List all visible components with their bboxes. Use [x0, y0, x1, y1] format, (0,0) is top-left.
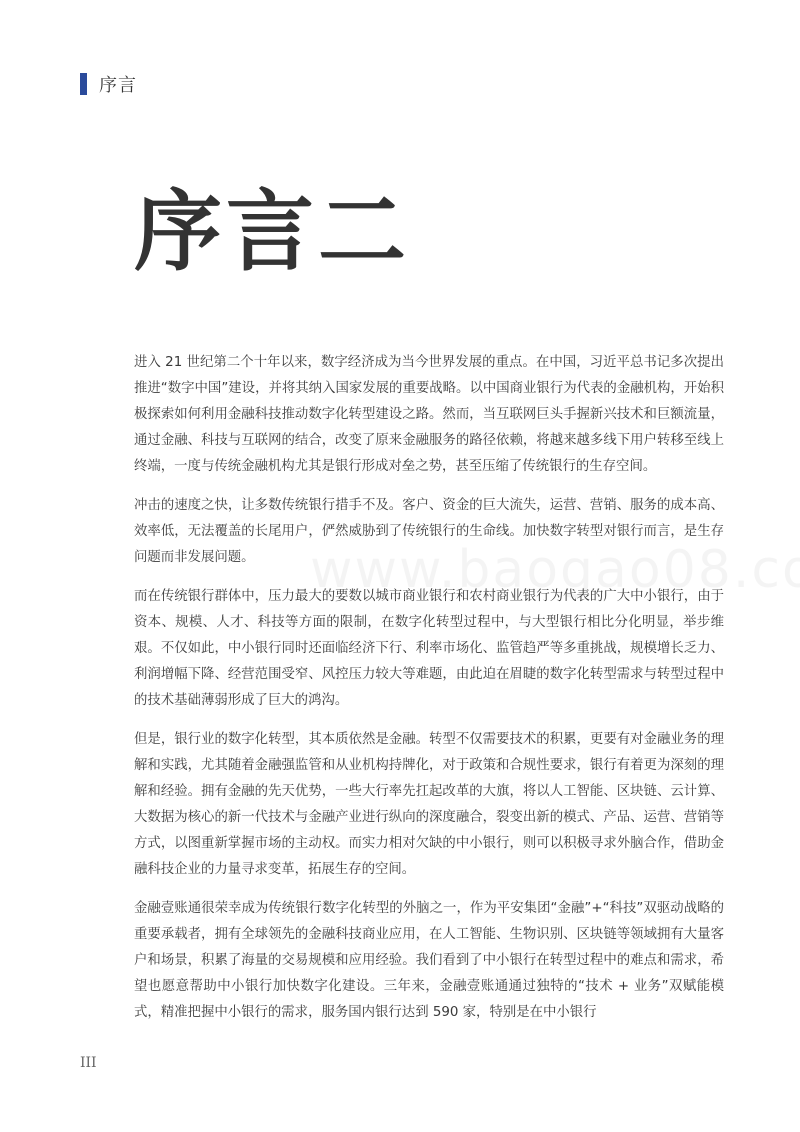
paragraph-5: 金融壹账通很荣幸成为传统银行数字化转型的外脑之一，作为平安集团“金融”+“科技”双驱动战略的重要承载者，拥有全球领先的金融科技商业应用，在人工智能、生物识别、区块链等领域拥有大量客户和场景，积累了海量的交易规模和应用经验。我们看到了中小银行在转型过程中的难点和需求，希望也愿意帮助中小银行加快数字化建设。三年来，金融壹账通通过独特的“技术 + 业务”双赋能模式，精准把握中小银行的需求，服务国内银行达到 590 家，特别是在中小银行 [134, 901, 724, 1020]
paragraph-3: 而在传统银行群体中，压力最大的要数以城市商业银行和农村商业银行为代表的广大中小银行，由于资本、规模、人才、科技等方面的限制，在数字化转型过程中，与大型银行相比分化明显，举步维艰。不仅如此，中小银行同时还面临经济下行、利率市场化、监管趋严等多重挑战，规模增长乏力、利润增幅下降、经营范围受窄、风控压力较大等难题，由此迫在眉睫的数字化转型需求与转型过程中的技术基础薄弱形成了巨大的鸿沟。 [134, 589, 724, 708]
section-accent-bar [80, 73, 87, 95]
paragraph-2: 冲击的速度之快，让多数传统银行措手不及。客户、资金的巨大流失，运营、营销、服务的成本高、效率低，无法覆盖的长尾用户，俨然威胁到了传统银行的生命线。加快数字转型对银行而言，是生存问题而非发展问题。 [134, 498, 724, 565]
section-header [80, 72, 137, 96]
body-text [134, 350, 724, 1039]
page-title: 序言二 [134, 180, 411, 283]
paragraph-4: 但是，银行业的数字化转型，其本质依然是金融。转型不仅需要技术的积累，更要有对金融业务的理解和实践，尤其随着金融强监管和从业机构持牌化，对于政策和合规性要求，银行有着更为深刻的理解和经验。拥有金融的先天优势，一些大行率先扛起改革的大旗，将以人工智能、区块链、云计算、大数据为核心的新一代技术与金融产业进行纵向的深度融合，裂变出新的模式、产品、运营、营销等方式，以图重新掌握市场的主动权。而实力相对欠缺的中小银行，则可以积极寻求外脑合作，借助金融科技企业的力量寻求变革，拓展生存的空间。 [134, 732, 724, 877]
paragraph-1: 进入 21 世纪第二个十年以来，数字经济成为当今世界发展的重点。在中国，习近平总书记多次提出推进“数字中国”建设，并将其纳入国家发展的重要战略。以中国商业银行为代表的金融机构，开始积极探索如何利用金融科技推动数字化转型建设之路。然而，当互联网巨头手握新兴技术和巨额流量，通过金融、科技与互联网的结合，改变了原来金融服务的路径依赖，将越来越多线下用户转移至线上终端，一度与传统金融机构尤其是银行形成对垒之势，甚至压缩了传统银行的生存空间。 [134, 355, 724, 474]
section-label: 序言 [99, 75, 137, 96]
page-number: III [80, 1055, 97, 1071]
